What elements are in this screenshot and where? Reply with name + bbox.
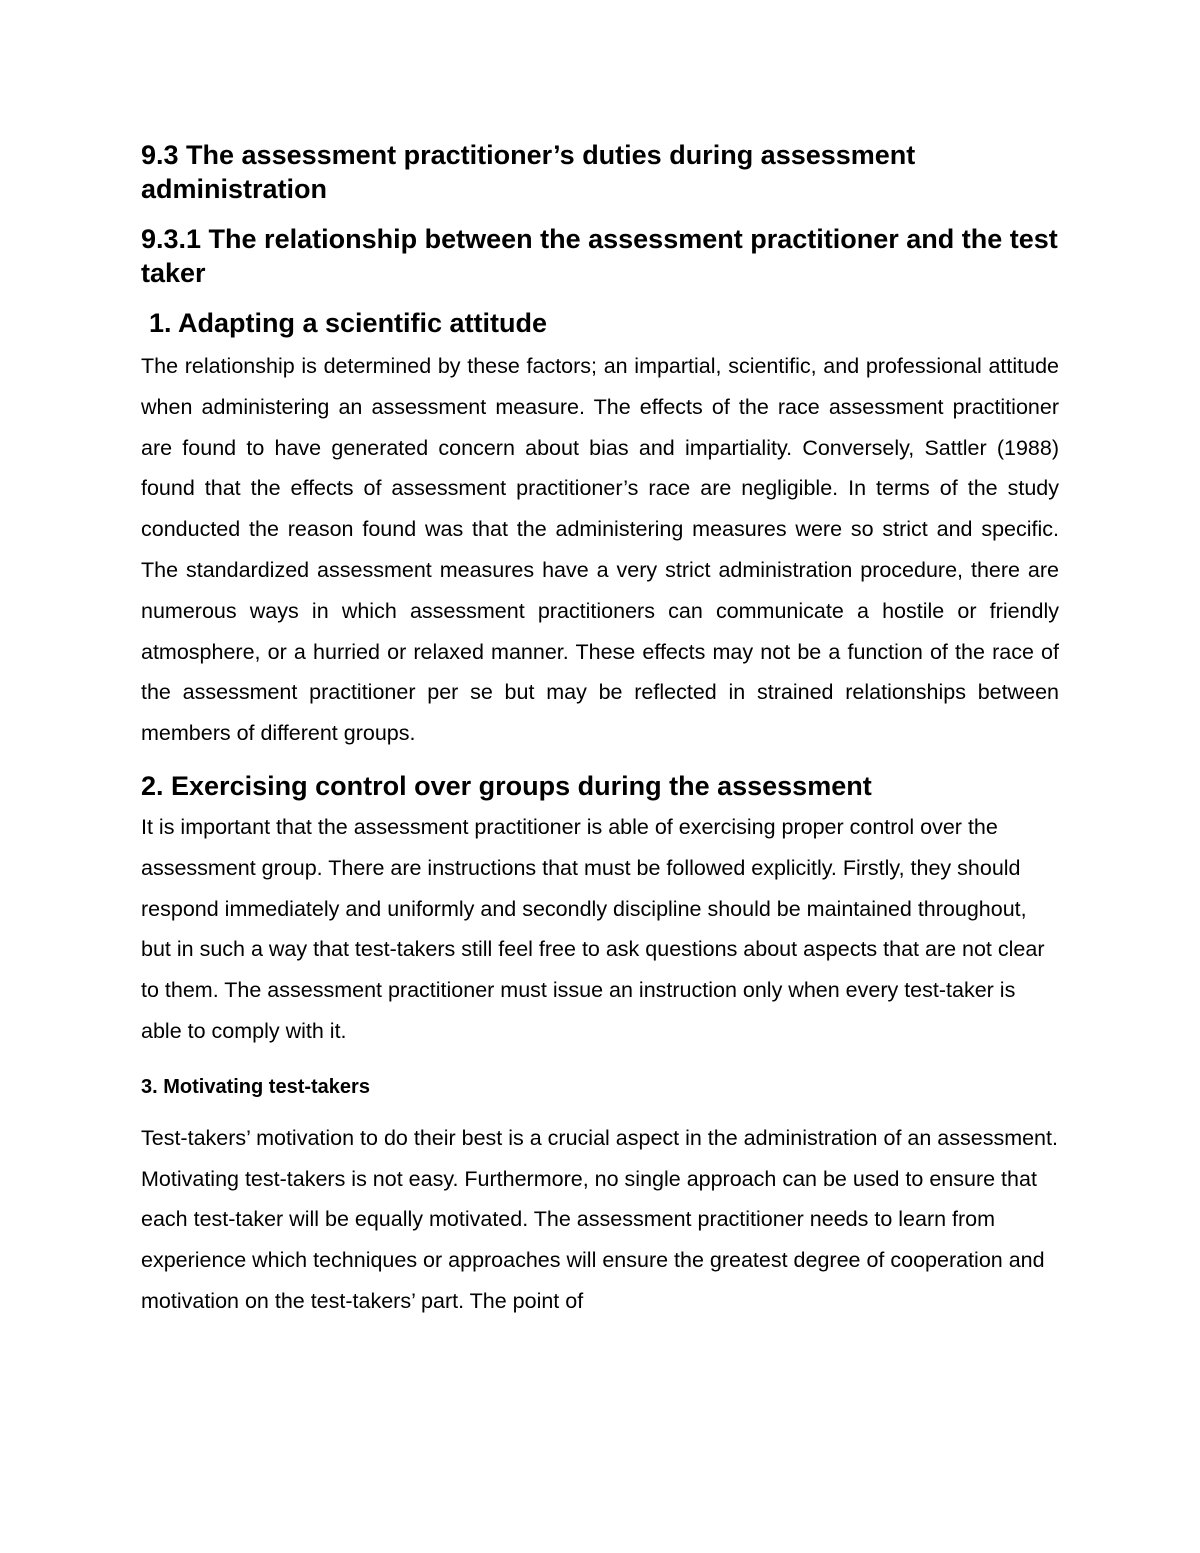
heading-exercising-control: 2. Exercising control over groups during the assessment xyxy=(141,770,872,801)
paragraph-exercising-control: It is important that the assessment practitioner is able of exercising proper control over the assessment group. There are instructions that must be followed explicitly. Firstly, they should respond immediately and uniformly and secondly discipline should be maintained throughout, but in such a way that test-takers still feel free to ask questions about aspects that are not clear to them. The assessment practitioner must issue an instruction only when every test-taker is able to comply with it. xyxy=(141,814,1045,1043)
subsection-title: 9.3.1 The relationship between the assessment practitioner and the test taker xyxy=(141,224,1058,288)
paragraph-motivating-test-takers: Test-takers’ motivation to do their best is a crucial aspect in the administration of an assessment. Motivating test-takers is not easy. Furthermore, no single approach can be used to ensure that each test-taker will be equally motivated. The assessment practitioner needs to learn from experience which techniques or approaches will ensure the greatest degree of cooperation and motivation on the test-takers’ part. The point of xyxy=(141,1125,1058,1313)
paragraph-scientific-attitude: The relationship is determined by these factors; an impartial, scientific, and professional attitude when administering an assessment measure. The effects of the race assessment practitioner are found to have generated concern about bias and impartiality. Conversely, Sattler (1988) found that the effects of assessment practitioner’s race are negligible. In terms of the study conducted the reason found was that the administering measures were so strict and specific. The standardized assessment measures have a very strict administration procedure, there are numerous ways in which assessment practitioners can communicate a hostile or friendly atmosphere, or a hurried or relaxed manner. These effects may not be a function of the race of the assessment practitioner per se but may be reflected in strained relationships between members of different groups. xyxy=(141,354,1059,746)
section-title: 9.3 The assessment practitioner’s duties during assessment administration xyxy=(141,140,916,204)
heading-adapting-scientific-attitude: 1. Adapting a scientific attitude xyxy=(149,308,548,338)
document-content xyxy=(141,138,1059,1322)
heading-motivating-test-takers: 3. Motivating test-takers xyxy=(141,1075,370,1098)
